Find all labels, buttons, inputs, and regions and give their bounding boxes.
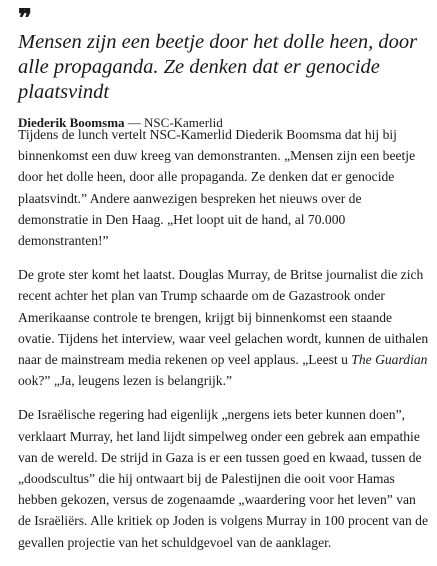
quote-text: Mensen zijn een beetje door het dolle heen, door alle propaganda. Ze denken dat er genocide plaatsvindt [18, 31, 418, 103]
article-paragraph-1: Tijdens de lunch vertelt NSC-Kamerlid Diederik Boomsma dat hij bij binnenkomst een duw kreeg van demonstranten. „Mensen zijn een beetje door het dolle heen, door alle propaganda. Ze denken dat er genocide plaatsvindt.” Andere aanwezigen bespreken het nieuws over de demonstratie in Den Haag. „Het loopt uit de hand, al 70.000 demonstranten!” [18, 127, 416, 249]
publication-title: The Guardian [351, 352, 428, 368]
attribution-separator: — [124, 115, 145, 130]
article-paragraph-2 [18, 264, 430, 391]
article-body [18, 124, 430, 566]
quote-author-role: NSC-Kamerlid [144, 115, 223, 130]
pull-quote [18, 8, 432, 131]
paragraph-2-text-end: ook?” „Ja, leugens lezen is belangrijk.” [18, 373, 233, 389]
quote-author: Diederik Boomsma [18, 115, 125, 130]
paragraph-2-text-start: De grote ster komt het laatst. Douglas Murray, de Britse journalist die zich recent achter het plan van Trump schaarde om de Gazastrook onder Amerikaanse controle te brengen, krijgt bij binnenkomst een staande ovatie. Tijdens het interview, waar veel gelachen wordt, kunnen de uithalen naar de mainstream media rekenen op veel applaus. „Leest u [18, 267, 429, 368]
article-paragraph-3: De Israëlische regering had eigenlijk „nergens iets beter kunnen doen”, verklaart Murray, het land lijdt simpelweg onder een gebrek aan empathie van de wereld. De strijd in Gaza is er een tussen goed en kwaad, tussen de „doodscultus” die hij ontwaart bij de Palestijnen die ooit voor Hamas hebben gekozen, versus de zogenaamde „waardering voor het leven” van de Israëliërs. Alle kritiek op Joden is volgens Murray in 100 procent van de gevallen projectie van het schuldgevoel van de aanklager. [18, 407, 428, 550]
quote-mark-icon: ❞ [18, 8, 30, 24]
